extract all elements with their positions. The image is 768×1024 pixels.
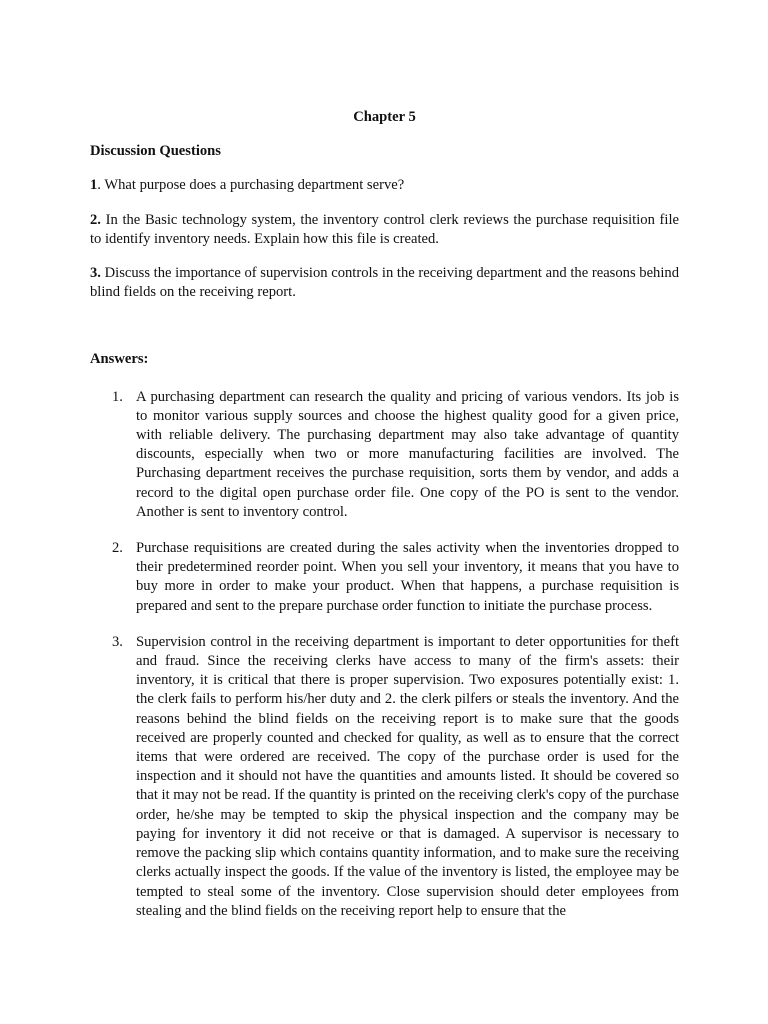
answer-3-text: Supervision control in the receiving department is important to deter opportunities for theft and fraud. Since the receiving clerks have access to many of the firm's assets: their inventory, it is critical that there is proper supervision. Two exposures potentially exist: 1. the clerk fails to perform his/her duty and 2. the clerk pilfers or steals the inventory. And the reasons behind the blind fields on the receiving report is to make sure that the goods received are properly counted and checked for quality, as well as to ensure that the correct items that were ordered are received. The copy of the purchase order is used for the inspection and it should not have the quantities and amounts listed. It should be covered so that it may not be read. If the quantity is printed on the receiving clerk's copy of the purchase order, he/she may be tempted to skip the physical inspection and the company may be paying for inventory it did not receive or that is damaged. A supervisor is necessary to remove the packing slip which contains quantity information, and to make sure the receiving clerks actually inspect the goods. If the value of the inventory is listed, the employee may be tempted to steal some of the inventory. Close supervision should deter employees from stealing and the blind fields on the receiving report help to ensure that the (136, 633, 679, 919)
answer-list (90, 388, 679, 921)
answer-item-1 (90, 388, 679, 522)
question-1-text: . What purpose does a purchasing department serve? (97, 177, 405, 194)
answer-2-text: Purchase requisitions are created during the sales activity when the inventories dropped to their predetermined reorder point. When you sell your inventory, it means that you have to buy more in order to make your product. When that happens, a purchase requisition is prepared and sent to the prepare purchase order function to initiate the purchase process. (136, 540, 679, 614)
answers-heading: Answers: (90, 351, 149, 368)
answer-item-2 (90, 539, 679, 616)
chapter-title: Chapter 5 (353, 109, 416, 125)
answer-1-text: A purchasing department can research the quality and pricing of various vendors. Its job is to monitor various supply sources and choose the highest quality good for a given price, with reliable delivery. The purchasing department may also take advantage of quantity discounts, especially when two or more manufacturing facilities are involved. The Purchasing department receives the purchase requisition, sorts them by vendor, and adds a record to the digital open purchase order file. One copy of the PO is sent to the vendor. Another is sent to inventory control. (136, 388, 679, 520)
answer-3-number: 3. (112, 633, 123, 650)
question-1 (90, 176, 679, 195)
document-page (90, 108, 679, 938)
answer-1-number: 1. (112, 388, 123, 405)
question-1-number: 1 (90, 177, 98, 194)
answer-item-3 (90, 633, 679, 921)
answer-2-number: 2. (112, 540, 123, 557)
question-2-text: In the Basic technology system, the inventory control clerk reviews the purchase requisition file to identify inventory needs. Explain how this file is created. (90, 211, 679, 247)
question-3-number: 3. (90, 265, 101, 282)
question-3-text: Discuss the importance of supervision controls in the receiving department and the reasons behind blind fields on the receiving report. (90, 265, 679, 301)
discussion-questions-heading: Discussion Questions (90, 143, 221, 160)
question-2 (90, 211, 679, 249)
question-3 (90, 264, 679, 302)
question-2-number: 2. (90, 211, 101, 228)
